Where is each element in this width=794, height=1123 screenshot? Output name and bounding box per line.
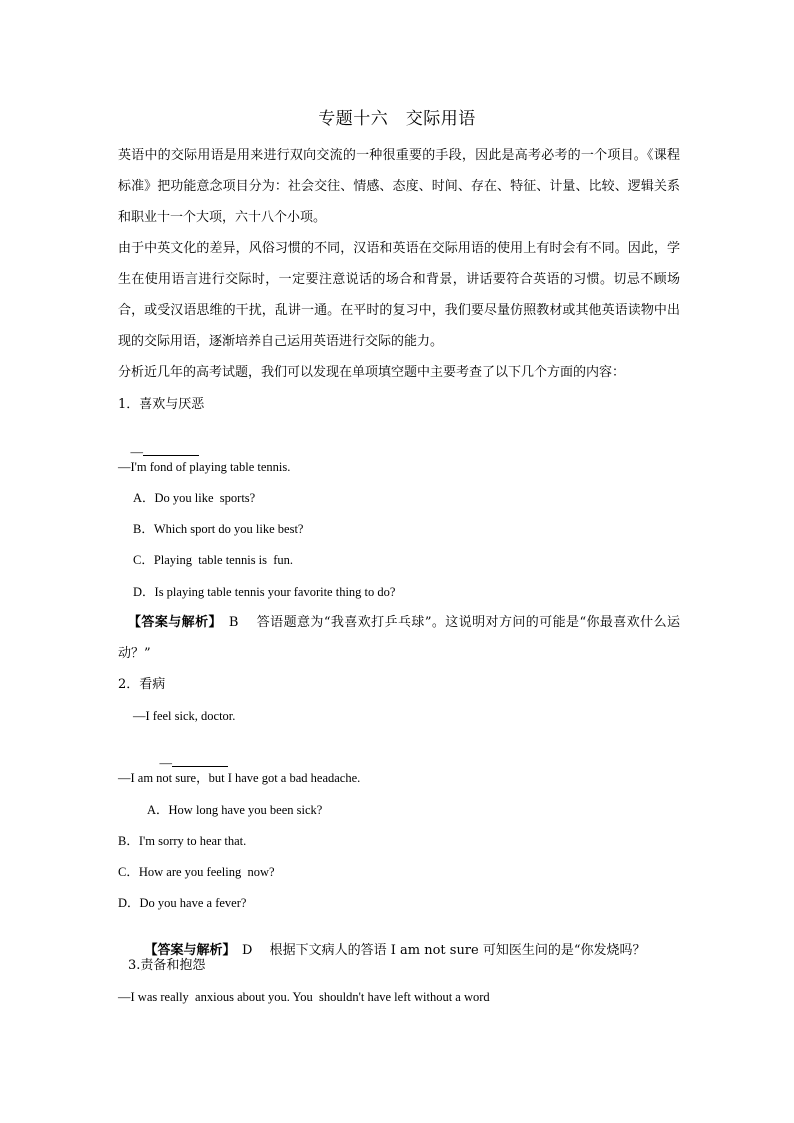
section-2-prompt: —I feel sick, doctor. [133,709,236,723]
section-3-prompt: —I was really anxious about you. You shouldn't have left without a word [118,990,490,1004]
intro-paragraph-3: 分析近几年的高考试题，我们可以发现在单项填空题中主要考查了以下几个方面的内容： [118,365,626,380]
section-2-response: —I am not sure，but I have got a bad headache. [118,771,361,785]
section-1-option-d: D．Is playing table tennis your favorite thing to do? [133,585,396,599]
answer-tag: 【答案与解析】 [144,943,230,958]
answer-text: D 根据下文病人的答语 I am not sure 可知医生问的是“你发烧吗？ [229,943,646,958]
answer-blank [143,445,199,456]
section-2-option-d: D．Do you have a fever? [118,896,247,910]
section-2-option-b: B．I'm sorry to hear that. [118,834,247,848]
section-1-answer [118,607,680,669]
section-2-option-a: A．How long have you been sick? [147,803,323,817]
section-1-heading: 1．喜欢与厌恶 [118,397,205,412]
section-1-option-a: A．Do you like sports? [133,491,256,505]
section-1-response: —I'm fond of playing table tennis. [118,460,291,474]
section-2-answer [128,927,646,975]
page-title: 专题十六 交际用语 [318,109,476,129]
section-1-option-b: B．Which sport do you like best? [133,522,304,536]
dash: — [130,445,143,459]
section-3-heading: 3.责备和抱怨 [128,958,206,973]
answer-text: B 答语题意为“我喜欢打乒乓球”。这说明对方问的可能是“你最喜欢什么运动？” [118,615,680,661]
intro-paragraph-1: 英语中的交际用语是用来进行双向交流的一种很重要的手段，因此是高考必考的一个项目。《课程标准》把功能意念项目分为：社会交往、情感、态度、时间、存在、特征、计量、比较、逻辑关系和职业十一个大项，六十八个小项。 [118,148,680,225]
section-1-option-c: C．Playing table tennis is fun. [133,553,294,567]
section-2-option-c: C．How are you feeling now? [118,865,275,879]
dash: — [159,756,172,770]
intro-paragraph-2: 由于中英文化的差异，风俗习惯的不同，汉语和英语在交际用语的使用上有时会有不同。因此，学生在使用语言进行交际时，一定要注意说话的场合和背景，讲话要符合英语的习惯。切忌不顾场合，或受汉语思维的干扰，乱讲一通。在平时的复习中，我们要尽量仿照教材或其他英语读物中出现的交际用语，逐渐培养自己运用英语进行交际的能力。 [118,241,680,349]
section-2-heading: 2．看病 [118,677,166,692]
answer-blank [172,756,228,767]
answer-tag: 【答案与解析】 [128,615,216,630]
